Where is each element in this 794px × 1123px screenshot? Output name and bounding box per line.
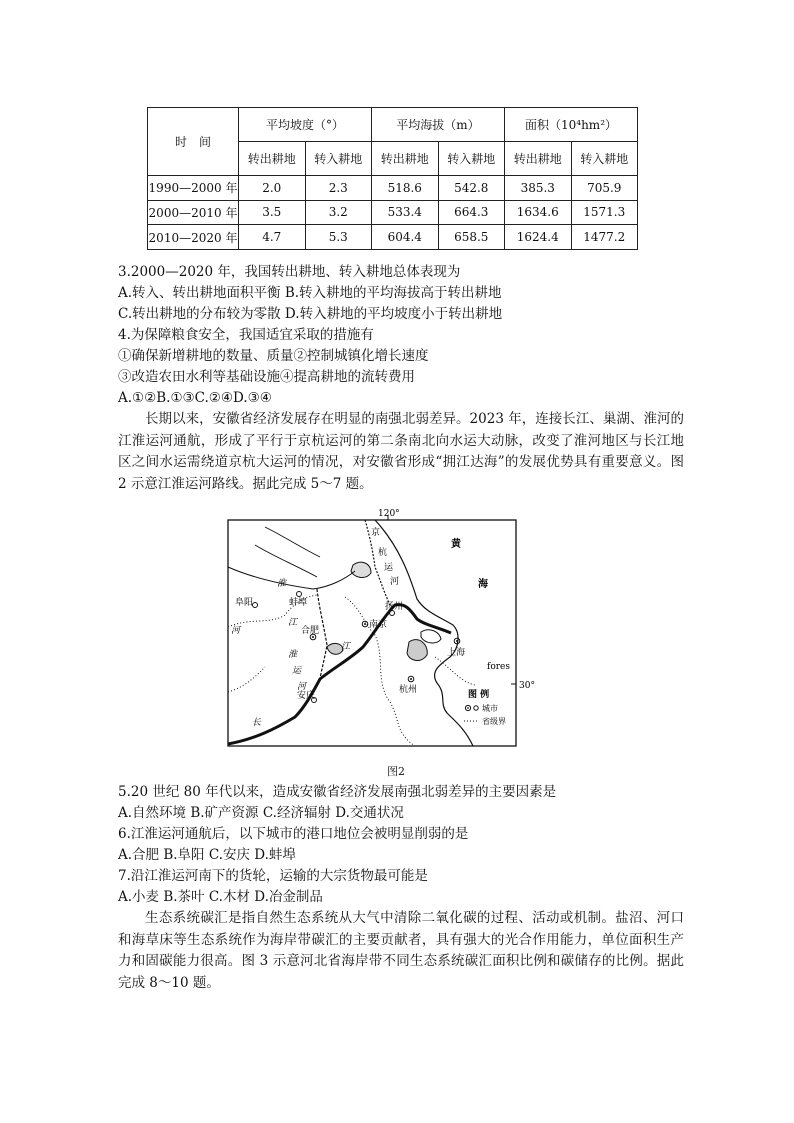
jianghuai-canal-label-char: 运	[292, 666, 302, 676]
jinghang-canal-label-char: 运	[384, 563, 394, 573]
stray-text: fores	[487, 662, 510, 672]
question-4-items-34: ③改造农田水利等基础设施④提高耕地的流转费用	[118, 369, 415, 385]
table-cell: 2.3	[305, 176, 372, 201]
question-5-options: A.自然环境 B.矿产资源 C.经济辐射 D.交通状况	[118, 805, 404, 821]
city-label-yangzhou: 扬州	[385, 602, 404, 612]
city-label-hangzhou: 杭州	[399, 685, 418, 695]
table-cell: 664.3	[438, 200, 505, 225]
table-cell: 5.3	[305, 225, 372, 250]
table-cell: 1634.6	[505, 200, 572, 225]
table-group-header: 面积（10⁴hm²）	[505, 108, 638, 142]
city-label-nanjing: 南京	[369, 620, 388, 630]
table-group-header: 平均海拔（m）	[372, 108, 505, 142]
jinghang-canal-label-char: 杭	[378, 548, 388, 558]
table-cell: 3.2	[305, 200, 372, 225]
table-cell: 3.5	[239, 200, 306, 225]
table-subheader: 转出耕地	[239, 142, 306, 176]
question-5-stem: 5.20 世纪 80 年代以来，造成安徽省经济发展南强北弱差异的主要因素是	[118, 784, 557, 800]
table-subheader: 转入耕地	[438, 142, 505, 176]
table-row	[148, 176, 638, 201]
table-cell: 1571.3	[571, 200, 638, 225]
table-cell-period: 1990—2000 年	[148, 176, 239, 201]
city-label-shanghai: 上海	[447, 648, 466, 658]
table-subheader: 转入耕地	[305, 142, 372, 176]
passage-jianghuai-canal: 长期以来，安徽省经济发展存在明显的南强北弱差异。2023 年，连接长江、巢湖、淮河的江淮运河通航，形成了平行于京杭运河的第二条南北向水运大动脉，改变了淮河地区与长江地区之间水运需绕道京杭大运河的情况，对安徽省形成“拥江达海”的发展优势具有重要意义。图 2 示意江淮运河路线。据此完成 5～7 题。	[118, 411, 684, 493]
table-cell: 658.5	[438, 225, 505, 250]
jinghang-canal-label-char: 京	[371, 528, 381, 538]
legend-title: 图 例	[468, 690, 490, 700]
table-cell: 4.7	[239, 225, 306, 250]
jianghuai-canal-map	[225, 507, 535, 762]
table-corner-header: 时 间	[148, 108, 239, 176]
table-cell: 2.0	[239, 176, 306, 201]
city-label-bengbu: 蚌埠	[289, 598, 308, 608]
figure-caption: 图2	[387, 765, 405, 778]
question-3-stem: 3.2000—2020 年，我国转出耕地、转入耕地总体表现为	[118, 264, 461, 280]
table-cell: 1477.2	[571, 225, 638, 250]
table-subheader: 转入耕地	[571, 142, 638, 176]
table-group-header: 平均坡度（°）	[239, 108, 372, 142]
jianghuai-canal-label-char: 淮	[288, 650, 298, 660]
question-6-options: A.合肥 B.阜阳 C.安庆 D.蚌埠	[118, 847, 296, 863]
jianghuai-canal-label-char: 江	[288, 618, 298, 628]
question-3-options-cd: C.转出耕地的分布较为零散 D.转入耕地的平均坡度小于转出耕地	[118, 306, 503, 322]
huai-river-label-char: 淮	[277, 579, 287, 589]
latitude-label: 30°	[519, 681, 535, 691]
question-6-stem: 6.江淮运河通航后，以下城市的港口地位会被明显削弱的是	[118, 826, 469, 842]
table-cell-period: 2000—2010 年	[148, 200, 239, 225]
passage-carbon-sink: 生态系统碳汇是指自然生态系统从大气中清除二氧化碳的过程、活动或机制。盐沼、河口和海草床等生态系统作为海岸带碳汇的主要贡献者，具有强大的光合作用能力，单位面积生产力和固碳能力很高。图 3 示意河北省海岸带不同生态系统碳汇面积比例和碳储存的比例。据此完成 8～10 题。	[118, 910, 684, 992]
city-label-fuyang: 阜阳	[235, 598, 254, 608]
table-cell: 542.8	[438, 176, 505, 201]
question-4-items-12: ①确保新增耕地的数量、质量②控制城镇化增长速度	[118, 348, 429, 364]
table-row	[148, 200, 638, 225]
table-cell: 705.9	[571, 176, 638, 201]
legend-border-label: 省级界	[482, 717, 506, 726]
longitude-label: 120°	[378, 509, 400, 519]
table-cell: 533.4	[372, 200, 439, 225]
sea-label-char: 黄	[451, 539, 461, 550]
sea-label-char: 海	[478, 579, 488, 590]
question-4-options: A.①②B.①③C.②④D.③④	[118, 390, 272, 406]
yangtze-label-char: 江	[341, 642, 351, 652]
table-subheader: 转出耕地	[372, 142, 439, 176]
question-4-stem: 4.为保障粮食安全，我国适宜采取的措施有	[118, 327, 374, 343]
city-label-hefei: 合肥	[301, 626, 320, 636]
table-cell: 1624.4	[505, 225, 572, 250]
question-3-options-ab: A.转入、转出耕地面积平衡 B.转入耕地的平均海拔高于转出耕地	[118, 285, 502, 301]
cultivated-land-table	[147, 107, 638, 250]
question-7-stem: 7.沿江淮运河南下的货轮，运输的大宗货物最可能是	[118, 868, 428, 884]
legend-city-label: 城市	[482, 704, 498, 713]
question-7-options: A.小麦 B.茶叶 C.木材 D.冶金制品	[118, 889, 323, 905]
table-row	[148, 225, 638, 250]
jianghuai-canal-label-char: 河	[297, 682, 307, 692]
jinghang-canal-label-char: 河	[390, 577, 400, 587]
table-cell-period: 2010—2020 年	[148, 225, 239, 250]
table-subheader: 转出耕地	[505, 142, 572, 176]
yangtze-label-char: 长	[252, 718, 262, 728]
table-cell: 385.3	[505, 176, 572, 201]
city-label-anqing: 安庆	[297, 691, 316, 701]
huai-river-label-char: 河	[231, 626, 241, 636]
table-cell: 604.4	[372, 225, 439, 250]
table-cell: 518.6	[372, 176, 439, 201]
